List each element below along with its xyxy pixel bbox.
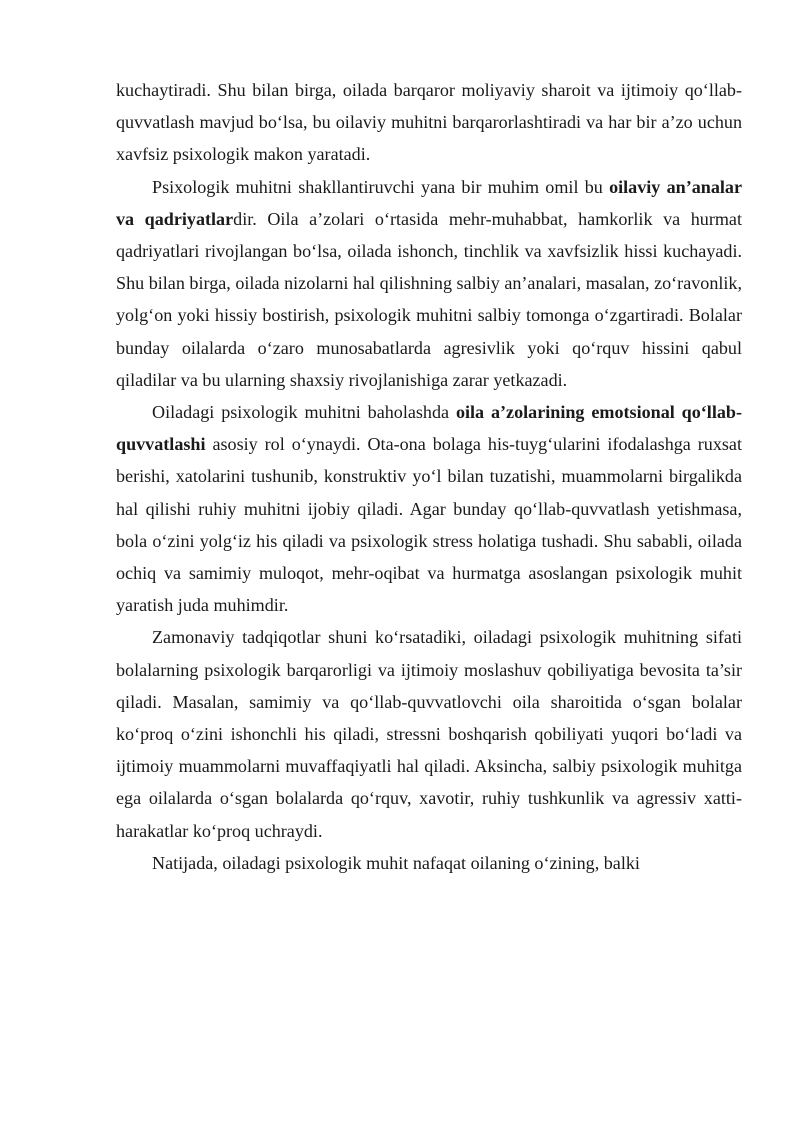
document-page [116, 74, 742, 879]
paragraph-1 [116, 74, 742, 171]
bold-term: oilaviy an’analar va qadriyatlar [116, 176, 742, 229]
paragraph-2 [116, 171, 742, 396]
paragraph-text: asosiy rol o‘ynaydi. Ota-ona bolaga his-tuyg‘ularini ifodalashga ruxsat berishi, xatolarini tushunib, konstruktiv yo‘l bilan tuzatishi, muammolarni birgalikda hal qilishi ruhiy muhitni ijobiy qiladi. Agar bunday qo‘llab-quvvatlash yetishmasa, bola o‘zini yolg‘iz his qiladi va psixologik stress holatiga tushadi. Shu sababli, oilada ochiq va samimiy muloqot, mehr-oqibat va hurmatga asoslangan psixologik muhit yaratish juda muhimdir. [116, 434, 742, 616]
paragraph-text: Oiladagi psixologik muhitni baholashda [152, 402, 456, 423]
bold-term: oila a’zolarining emotsional qo‘llab-quvvatlashi [116, 402, 742, 455]
paragraph-4 [116, 621, 742, 846]
paragraph-text: Zamonaviy tadqiqotlar shuni ko‘rsatadiki, oiladagi psixologik muhitning sifati bolalarning psixologik barqarorligi va ijtimoiy moslashuv qobiliyatiga bevosita ta’sir qiladi. Masalan, samimiy va qo‘llab-quvvatlovchi oila sharoitida o‘sgan bolalar ko‘proq o‘zini ishonchli his qiladi, stressni boshqarish qobiliyati yuqori bo‘ladi va ijtimoiy muammolarni muvaffaqiyatli hal qiladi. Aksincha, salbiy psixologik muhitga ega oilalarda o‘sgan bolalarda qo‘rquv, xavotir, ruhiy tushkunlik va agressiv xatti-harakatlar ko‘proq uchraydi. [116, 627, 742, 841]
paragraph-text: kuchaytiradi. Shu bilan birga, oilada barqaror moliyaviy sharoit va ijtimoiy qo‘llab-quvvatlash mavjud bo‘lsa, bu oilaviy muhitni barqarorlashtiradi va har bir a’zo uchun xavfsiz psixologik makon yaratadi. [116, 80, 742, 165]
paragraph-text: Natijada, oiladagi psixologik muhit nafaqat oilaning o‘zining, balki [152, 852, 640, 873]
paragraph-3 [116, 396, 742, 621]
paragraph-text: Psixologik muhitni shakllantiruvchi yana bir muhim omil bu [152, 176, 610, 197]
paragraph-text: dir. Oila a’zolari o‘rtasida mehr-muhabbat, hamkorlik va hurmat qadriyatlari rivojlangan bo‘lsa, oilada ishonch, tinchlik va xavfsizlik hissi kuchayadi. Shu bilan birga, oilada nizolarni hal qilishning salbiy an’analari, masalan, zo‘ravonlik, yolg‘on yoki hissiy bostirish, psixologik muhitni salbiy tomonga o‘zgartiradi. Bolalar bunday oilalarda o‘zaro munosabatlarda agresivlik yoki qo‘rquv hissini qabul qiladilar va bu ularning shaxsiy rivojlanishiga zarar yetkazadi. [116, 208, 742, 390]
paragraph-5 [116, 847, 742, 879]
